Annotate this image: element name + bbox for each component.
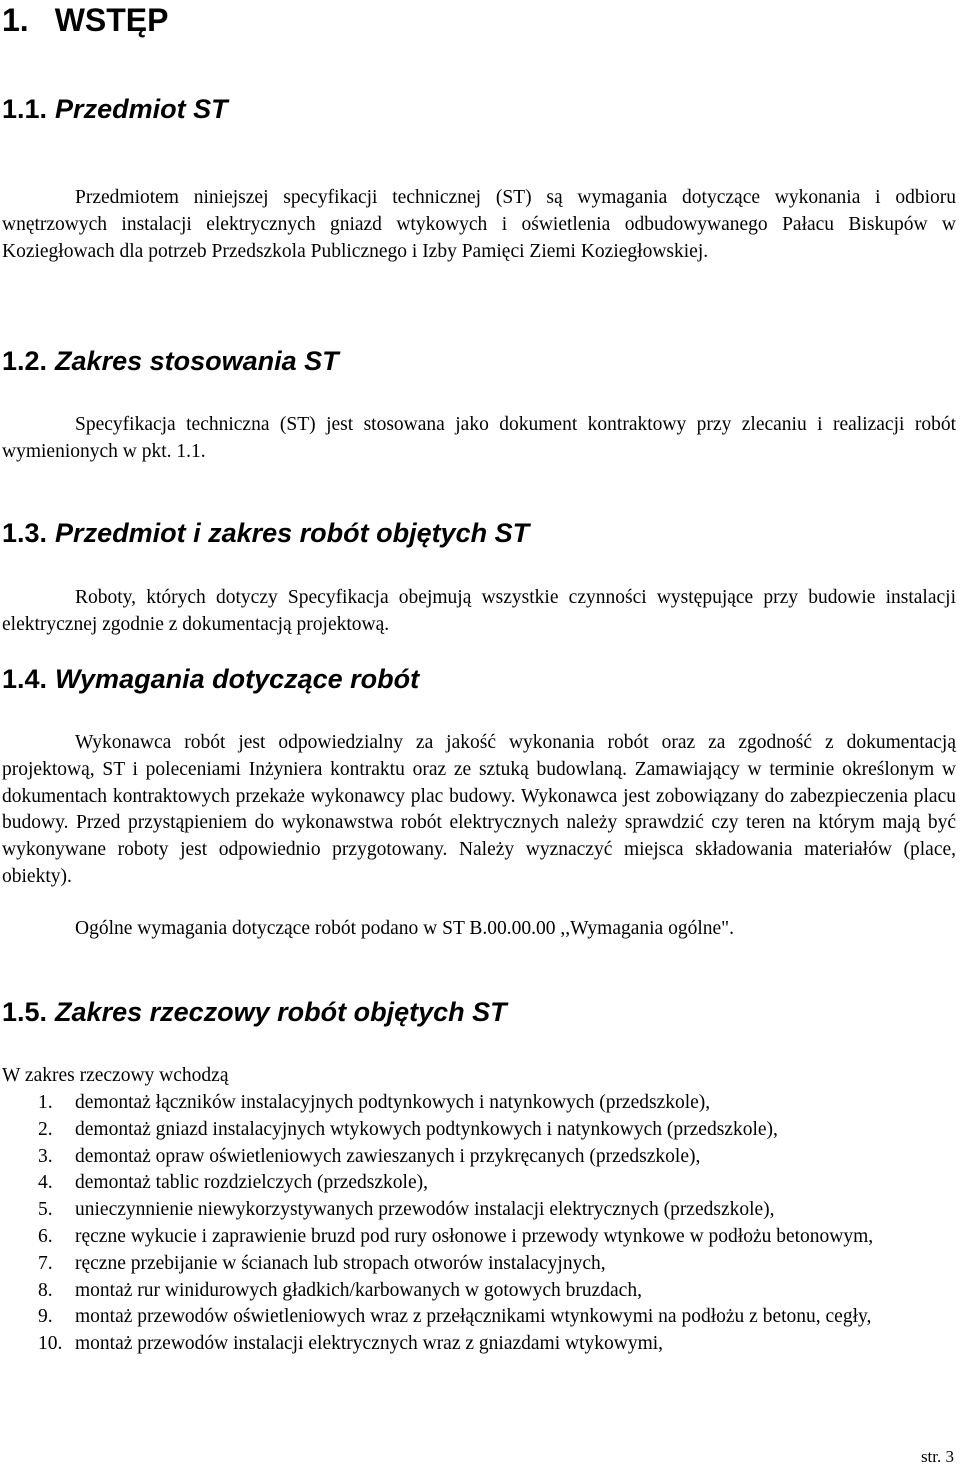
heading-title: Przedmiot ST xyxy=(55,94,228,124)
paragraph-1-4-main: Wykonawca robót jest odpowiedzialny za jakość wykonania robót oraz za zgodność z dokumentacją projektową, ST i poleceniami Inżyniera kontraktu oraz ze sztuką budowlaną. Zamawiający w terminie określonym w dokumentach kontraktowych przekaże wykonawcy plac budowy. Wykonawca jest zobowiązany do zabezpieczenia placu budowy. Przed przystąpieniem do wykonawstwa robót elektrycznych należy sprawdzić czy teren na którym mają być wykonywane roboty jest odpowiednio przygotowany. Należy wyznaczyć miejsca składowania materiałów (place, obiekty). xyxy=(2,732,956,887)
list-item-number: 2. xyxy=(38,1118,53,1140)
list-item-text: montaż przewodów instalacji elektrycznych wraz z gniazdami wtykowymi, xyxy=(75,1333,664,1355)
list-item-text: montaż przewodów oświetleniowych wraz z przełącznikami wtynkowymi na podłożu z betonu, cegły, xyxy=(75,1306,872,1328)
list-item xyxy=(2,1224,956,1251)
list-item-number: 3. xyxy=(38,1145,53,1167)
list-item-text: ręczne przebijanie w ścianach lub stropach otworów instalacyjnych, xyxy=(75,1252,606,1274)
list-item xyxy=(2,1144,956,1171)
heading-title: WSTĘP xyxy=(54,2,169,38)
list-item-text: demontaż tablic rozdzielczych (przedszkole), xyxy=(75,1172,428,1194)
list-item-text: demontaż opraw oświetleniowych zawieszanych i przykręcanych (przedszkole), xyxy=(75,1145,701,1167)
list-item-number: 10. xyxy=(38,1333,63,1355)
subsection-heading-1-3 xyxy=(2,516,529,550)
list-lead-text: W zakres rzeczowy wchodzą xyxy=(2,1065,229,1086)
list-item-text: demontaż gniazd instalacyjnych wtykowych podtynkowych i natynkowych (przedszkole), xyxy=(75,1118,778,1140)
heading-number: 1.4. xyxy=(2,664,48,694)
heading-number: 1.1. xyxy=(2,94,48,124)
list-item xyxy=(2,1170,956,1197)
list-item-number: 5. xyxy=(38,1199,53,1221)
heading-number: 1.5. xyxy=(2,997,48,1027)
scope-list xyxy=(2,1090,956,1358)
heading-title: Przedmiot i zakres robót objętych ST xyxy=(55,518,530,548)
list-item xyxy=(2,1278,956,1305)
list-item-text: unieczynnienie niewykorzystywanych przewodów instalacji elektrycznych (przedszkole), xyxy=(75,1199,775,1221)
list-item-number: 7. xyxy=(38,1252,53,1274)
list-item xyxy=(2,1090,956,1117)
list-item-text: demontaż łączników instalacyjnych podtynkowych i natynkowych (przedszkole), xyxy=(75,1092,711,1113)
paragraph-1-2: Specyfikacja techniczna (ST) jest stosowana jako dokument kontraktowy przy zlecaniu i realizacji robót wymienionych w pkt. 1.1. xyxy=(2,414,956,462)
page-number: str. 3 xyxy=(920,1447,954,1466)
heading-number: 1.2. xyxy=(2,346,48,376)
heading-title: Zakres stosowania ST xyxy=(55,346,339,376)
list-item xyxy=(2,1117,956,1144)
subsection-heading-1-2 xyxy=(2,344,339,378)
list-item xyxy=(2,1331,956,1358)
heading-number: 1. xyxy=(2,2,29,38)
list-item-number: 4. xyxy=(38,1172,53,1194)
list-item xyxy=(2,1197,956,1224)
list-item-number: 9. xyxy=(38,1306,53,1328)
list-item-number: 8. xyxy=(38,1279,53,1301)
paragraph-1-1: Przedmiotem niniejszej specyfikacji technicznej (ST) są wymagania dotyczące wykonania i odbioru wnętrzowych instalacji elektrycznych gniazd wtykowych i oświetlenia odbudowywanego Pałacu Biskupów w Koziegłowach dla potrzeb Przedszkola Publicznego i Izby Pamięci Ziemi Koziegłowskiej. xyxy=(2,187,956,262)
subsection-heading-1-5 xyxy=(2,995,507,1029)
subsection-heading-1-4 xyxy=(2,662,419,696)
list-item xyxy=(2,1304,956,1331)
list-item-number: 6. xyxy=(38,1225,53,1247)
section-heading-wstep xyxy=(2,0,168,40)
list-item-number: 1. xyxy=(38,1092,53,1113)
heading-number: 1.3. xyxy=(2,518,48,548)
list-item-text: montaż rur winidurowych gładkich/karbowanych w gotowych bruzdach, xyxy=(75,1279,642,1301)
heading-title: Zakres rzeczowy robót objętych ST xyxy=(55,997,507,1027)
heading-title: Wymagania dotyczące robót xyxy=(55,664,420,694)
paragraph-1-3: Roboty, których dotyczy Specyfikacja obejmują wszystkie czynności występujące przy budowie instalacji elektrycznej zgodnie z dokumentacją projektową. xyxy=(2,587,956,635)
list-item-text: ręczne wykucie i zaprawienie bruzd pod rury osłonowe i przewody wtynkowe w podłożu betonowym, xyxy=(75,1225,874,1247)
paragraph-1-4-general: Ogólne wymagania dotyczące robót podano w ST B.00.00.00 ,,Wymagania ogólne". xyxy=(75,918,734,939)
list-item xyxy=(2,1251,956,1278)
subsection-heading-1-1 xyxy=(2,92,228,126)
